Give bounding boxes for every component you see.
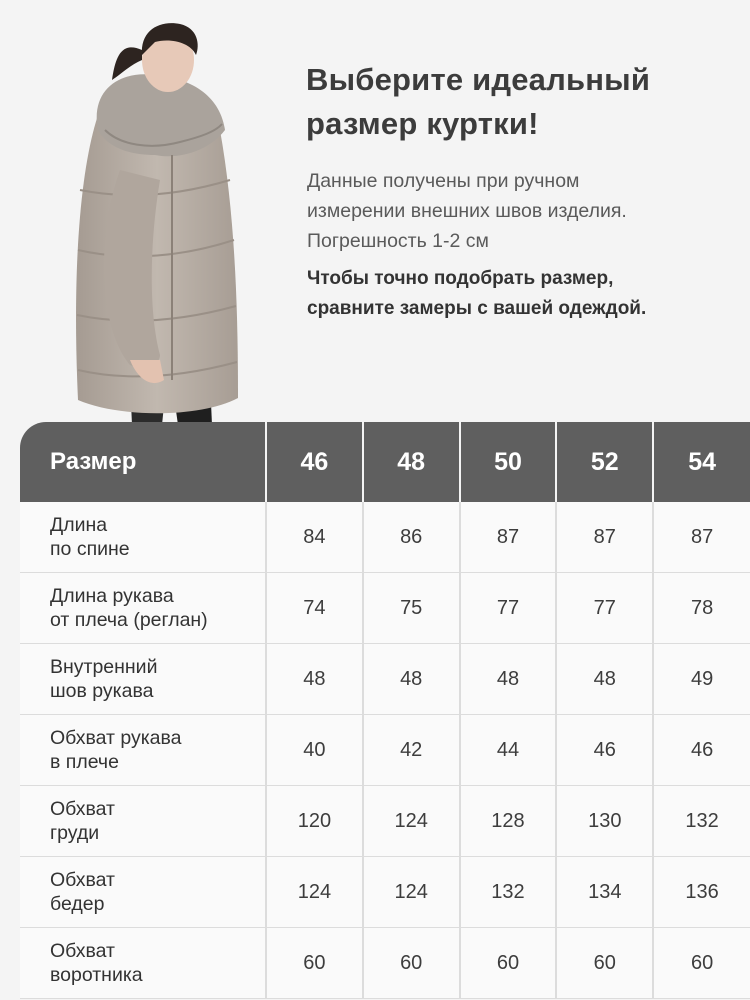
table-cell: 77 bbox=[460, 573, 557, 644]
table-cell: 77 bbox=[556, 573, 653, 644]
table-cell: 60 bbox=[363, 928, 460, 999]
table-cell: 78 bbox=[653, 573, 750, 644]
headline-line-2: размер куртки! bbox=[306, 106, 539, 141]
size-header-52: 52 bbox=[556, 422, 653, 502]
table-cell: 136 bbox=[653, 857, 750, 928]
measurement-info-line-1: Данные получены при ручном bbox=[307, 170, 580, 192]
table-cell: 48 bbox=[266, 644, 363, 715]
table-cell: 124 bbox=[363, 857, 460, 928]
measurement-info-line-3: Погрешность 1-2 см bbox=[307, 230, 489, 252]
table-cell: 48 bbox=[460, 644, 557, 715]
size-table bbox=[20, 422, 750, 999]
row-label bbox=[20, 857, 266, 928]
table-cell: 120 bbox=[266, 786, 363, 857]
table-cell: 60 bbox=[266, 928, 363, 999]
row-label-line: по спине bbox=[50, 538, 130, 560]
table-cell: 134 bbox=[556, 857, 653, 928]
table-cell: 60 bbox=[556, 928, 653, 999]
table-cell: 87 bbox=[653, 502, 750, 573]
table-cell: 60 bbox=[460, 928, 557, 999]
headline-line-1: Выберите идеальный bbox=[306, 62, 651, 97]
row-label bbox=[20, 786, 266, 857]
table-cell: 49 bbox=[653, 644, 750, 715]
fitting-advice-line-2: сравните замеры с вашей одеждой. bbox=[307, 298, 647, 319]
table-row bbox=[20, 502, 750, 573]
row-label-line: Обхват bbox=[50, 869, 115, 891]
row-label-line: бедер bbox=[50, 893, 105, 915]
table-cell: 132 bbox=[460, 857, 557, 928]
row-label-line: Длина bbox=[50, 514, 108, 536]
table-row bbox=[20, 928, 750, 999]
table-cell: 44 bbox=[460, 715, 557, 786]
table-cell: 84 bbox=[266, 502, 363, 573]
fitting-advice bbox=[307, 264, 737, 324]
row-label-line: Длина рукава bbox=[50, 585, 174, 607]
table-row bbox=[20, 573, 750, 644]
table-cell: 46 bbox=[653, 715, 750, 786]
row-label-line: от плеча (реглан) bbox=[50, 609, 208, 631]
table-cell: 130 bbox=[556, 786, 653, 857]
row-label-line: в плече bbox=[50, 751, 119, 773]
row-label bbox=[20, 928, 266, 999]
row-label-line: Обхват bbox=[50, 940, 115, 962]
fitting-advice-line-1: Чтобы точно подобрать размер, bbox=[307, 268, 614, 289]
table-cell: 48 bbox=[363, 644, 460, 715]
size-header-label: Размер bbox=[20, 422, 266, 502]
row-label-line: груди bbox=[50, 822, 100, 844]
table-cell: 86 bbox=[363, 502, 460, 573]
table-cell: 75 bbox=[363, 573, 460, 644]
table-row bbox=[20, 786, 750, 857]
measurement-info bbox=[307, 166, 727, 256]
table-cell: 40 bbox=[266, 715, 363, 786]
row-label bbox=[20, 715, 266, 786]
table-cell: 74 bbox=[266, 573, 363, 644]
row-label bbox=[20, 502, 266, 573]
row-label-line: воротника bbox=[50, 964, 143, 986]
row-label bbox=[20, 573, 266, 644]
table-cell: 124 bbox=[363, 786, 460, 857]
table-row bbox=[20, 644, 750, 715]
table-cell: 46 bbox=[556, 715, 653, 786]
row-label-line: Обхват рукава bbox=[50, 727, 182, 749]
size-header-46: 46 bbox=[266, 422, 363, 502]
table-cell: 124 bbox=[266, 857, 363, 928]
row-label-line: Внутренний bbox=[50, 656, 158, 678]
table-header-row bbox=[20, 422, 750, 502]
row-label-line: Обхват bbox=[50, 798, 115, 820]
size-header-48: 48 bbox=[363, 422, 460, 502]
row-label-line: шов рукава bbox=[50, 680, 154, 702]
row-label bbox=[20, 644, 266, 715]
measurement-info-line-2: измерении внешних швов изделия. bbox=[307, 200, 627, 222]
table-cell: 42 bbox=[363, 715, 460, 786]
table-row bbox=[20, 857, 750, 928]
table-cell: 60 bbox=[653, 928, 750, 999]
table-row bbox=[20, 715, 750, 786]
table-cell: 87 bbox=[556, 502, 653, 573]
table-cell: 128 bbox=[460, 786, 557, 857]
size-header-54: 54 bbox=[653, 422, 750, 502]
size-header-50: 50 bbox=[460, 422, 557, 502]
headline bbox=[306, 58, 726, 146]
table-cell: 48 bbox=[556, 644, 653, 715]
table-cell: 87 bbox=[460, 502, 557, 573]
model-in-puffer-jacket-photo bbox=[60, 20, 260, 425]
table-cell: 132 bbox=[653, 786, 750, 857]
